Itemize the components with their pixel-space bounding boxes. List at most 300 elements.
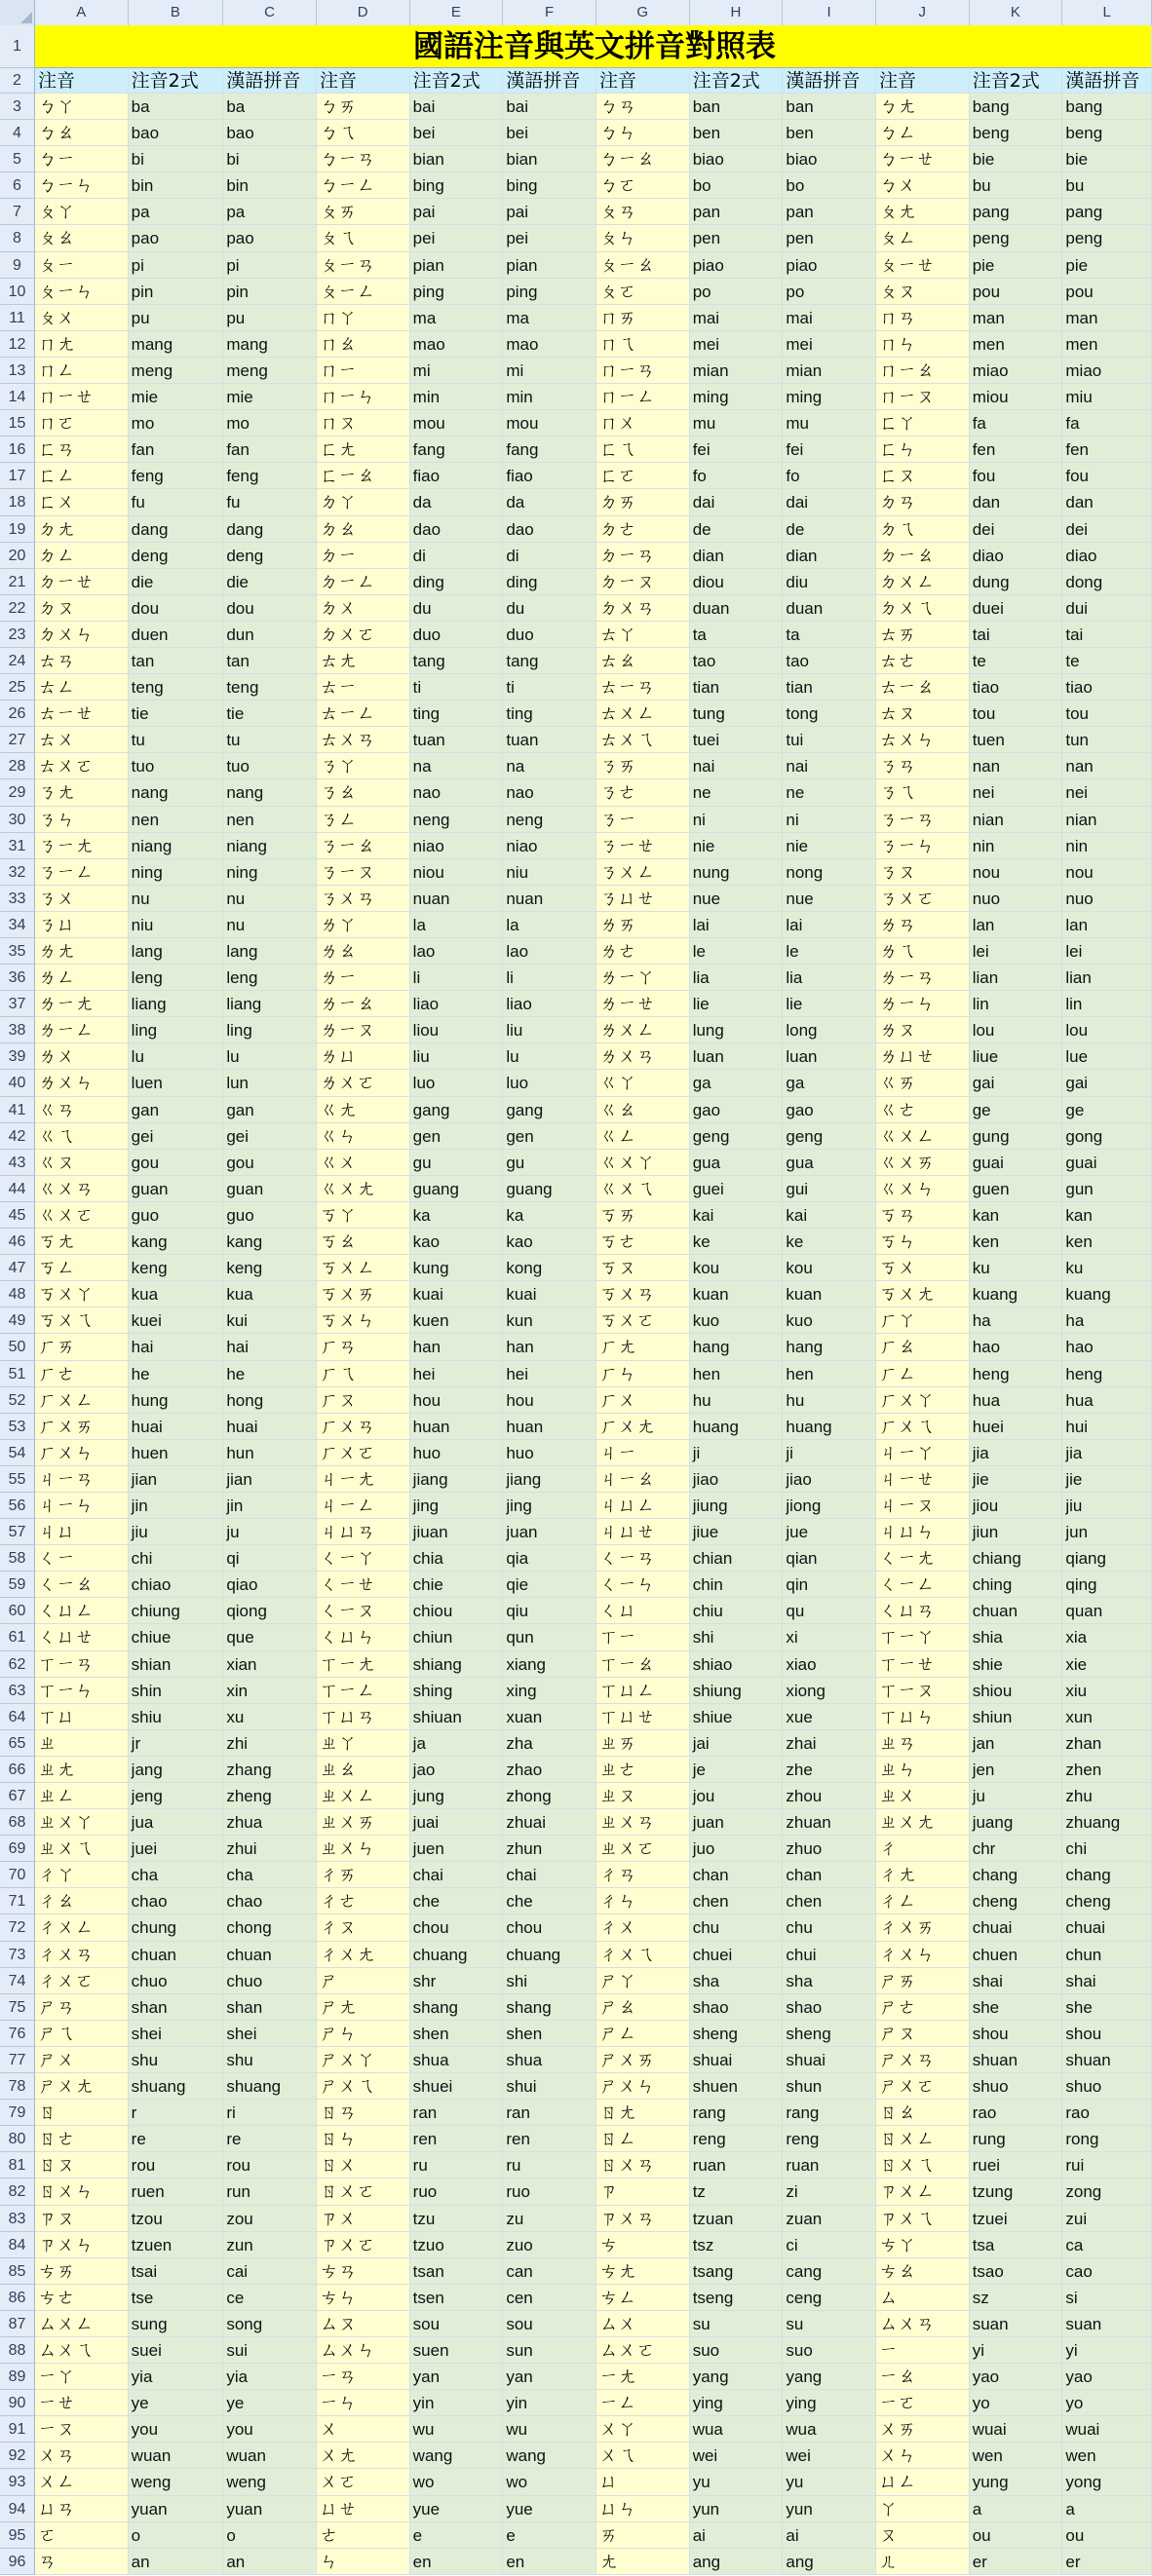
- zhuyin-cell[interactable]: ㄓㄨㄢ: [596, 1809, 690, 1836]
- pinyin-cell[interactable]: tuo: [223, 753, 317, 779]
- zhuyin-cell[interactable]: ㄧㄝ: [35, 2390, 129, 2416]
- zhuyin2-cell[interactable]: lie: [690, 991, 784, 1017]
- pinyin-cell[interactable]: bei: [503, 120, 596, 146]
- zhuyin2-cell[interactable]: wo: [410, 2469, 504, 2495]
- zhuyin-cell[interactable]: ㄑㄧㄥ: [876, 1572, 970, 1598]
- pinyin-cell[interactable]: ran: [503, 2100, 596, 2126]
- zhuyin2-cell[interactable]: jiung: [690, 1493, 784, 1519]
- pinyin-cell[interactable]: lia: [783, 965, 876, 991]
- zhuyin-cell[interactable]: ㄉㄧㄠ: [876, 543, 970, 569]
- zhuyin-cell[interactable]: ㄉㄧㄝ: [35, 569, 129, 595]
- row-number[interactable]: 25: [0, 674, 35, 701]
- pinyin-cell[interactable]: le: [783, 938, 876, 965]
- zhuyin2-cell[interactable]: hua: [970, 1387, 1063, 1414]
- zhuyin2-cell[interactable]: jan: [970, 1730, 1063, 1757]
- zhuyin2-cell[interactable]: duo: [410, 622, 504, 648]
- zhuyin-cell[interactable]: ㄈㄨ: [35, 489, 129, 515]
- row-number[interactable]: 21: [0, 569, 35, 595]
- pinyin-cell[interactable]: men: [1062, 331, 1152, 358]
- zhuyin-cell[interactable]: ㄊㄧㄢ: [596, 674, 690, 701]
- row-number[interactable]: 11: [0, 305, 35, 331]
- zhuyin-cell[interactable]: ㄎㄠ: [317, 1229, 410, 1255]
- zhuyin2-cell[interactable]: sheng: [690, 2021, 784, 2047]
- zhuyin2-cell[interactable]: liu: [410, 1043, 504, 1070]
- pinyin-cell[interactable]: zou: [223, 2206, 317, 2232]
- zhuyin-cell[interactable]: ㄉㄧ: [317, 543, 410, 569]
- zhuyin2-cell[interactable]: chian: [690, 1545, 784, 1572]
- pinyin-cell[interactable]: can: [503, 2258, 596, 2285]
- row-number[interactable]: 71: [0, 1888, 35, 1914]
- pinyin-cell[interactable]: zhang: [223, 1757, 317, 1783]
- zhuyin-cell[interactable]: ㄅㄛ: [596, 172, 690, 199]
- zhuyin2-cell[interactable]: pao: [129, 225, 224, 251]
- zhuyin-cell[interactable]: ㄉㄨㄢ: [596, 595, 690, 622]
- zhuyin-cell[interactable]: ㄌㄞ: [596, 912, 690, 938]
- zhuyin-cell[interactable]: ㄕㄨㄢ: [876, 2047, 970, 2073]
- select-all-corner[interactable]: [0, 0, 35, 25]
- zhuyin-cell[interactable]: ㄑㄩㄝ: [35, 1624, 129, 1650]
- row-number[interactable]: 65: [0, 1730, 35, 1757]
- zhuyin2-cell[interactable]: pang: [970, 199, 1063, 225]
- zhuyin-cell[interactable]: ㄎㄨㄞ: [317, 1281, 410, 1307]
- zhuyin-cell[interactable]: ㄅㄧㄝ: [876, 146, 970, 172]
- zhuyin2-cell[interactable]: dan: [970, 489, 1063, 515]
- zhuyin2-cell[interactable]: shr: [410, 1968, 504, 1994]
- pinyin-cell[interactable]: lao: [503, 938, 596, 965]
- zhuyin-cell[interactable]: ㄊㄧㄝ: [35, 701, 129, 727]
- pinyin-cell[interactable]: pi: [223, 252, 317, 279]
- zhuyin-cell[interactable]: ㄋㄧㄣ: [876, 833, 970, 859]
- zhuyin2-cell[interactable]: bao: [129, 120, 224, 146]
- pinyin-cell[interactable]: qi: [223, 1545, 317, 1572]
- zhuyin2-cell[interactable]: mou: [410, 410, 504, 436]
- row-number[interactable]: 50: [0, 1334, 35, 1360]
- row-number[interactable]: 18: [0, 489, 35, 515]
- zhuyin-cell[interactable]: ㄅㄧㄠ: [596, 146, 690, 172]
- zhuyin-cell[interactable]: ㄌㄩㄝ: [876, 1043, 970, 1070]
- pinyin-cell[interactable]: di: [503, 543, 596, 569]
- pinyin-cell[interactable]: ceng: [783, 2285, 876, 2311]
- pinyin-cell[interactable]: kuan: [783, 1281, 876, 1307]
- pinyin-cell[interactable]: hai: [223, 1334, 317, 1360]
- pinyin-cell[interactable]: chuo: [223, 1968, 317, 1994]
- row-number[interactable]: 68: [0, 1809, 35, 1836]
- zhuyin-cell[interactable]: ㄆㄞ: [317, 199, 410, 225]
- pinyin-cell[interactable]: fa: [1062, 410, 1152, 436]
- pinyin-cell[interactable]: shai: [1062, 1968, 1152, 1994]
- pinyin-cell[interactable]: jiao: [783, 1466, 876, 1493]
- zhuyin-cell[interactable]: ㄆㄤ: [876, 199, 970, 225]
- zhuyin-cell[interactable]: ㄊㄨㄟ: [596, 727, 690, 753]
- row-number[interactable]: 45: [0, 1202, 35, 1229]
- pinyin-cell[interactable]: tuan: [503, 727, 596, 753]
- zhuyin-cell[interactable]: ㄩㄝ: [317, 2496, 410, 2522]
- zhuyin2-cell[interactable]: nang: [129, 779, 224, 806]
- zhuyin-cell[interactable]: ㄏㄜ: [35, 1361, 129, 1387]
- zhuyin-cell[interactable]: ㄌㄧㄡ: [317, 1017, 410, 1043]
- zhuyin2-cell[interactable]: kou: [690, 1255, 784, 1281]
- zhuyin-cell[interactable]: ㄕㄞ: [876, 1968, 970, 1994]
- row-number[interactable]: 74: [0, 1968, 35, 1994]
- zhuyin2-cell[interactable]: chiang: [970, 1545, 1063, 1572]
- zhuyin2-cell[interactable]: bei: [410, 120, 504, 146]
- zhuyin2-cell[interactable]: ga: [690, 1070, 784, 1096]
- zhuyin-cell[interactable]: ㄕ: [317, 1968, 410, 1994]
- pinyin-cell[interactable]: en: [503, 2549, 596, 2575]
- zhuyin-cell[interactable]: ㄒㄧㄢ: [35, 1651, 129, 1678]
- zhuyin-cell[interactable]: ㄖㄠ: [876, 2100, 970, 2126]
- zhuyin2-cell[interactable]: jie: [970, 1466, 1063, 1493]
- pinyin-cell[interactable]: gua: [783, 1150, 876, 1176]
- pinyin-cell[interactable]: che: [503, 1888, 596, 1914]
- zhuyin2-cell[interactable]: tzuei: [970, 2206, 1063, 2232]
- zhuyin-cell[interactable]: ㄖ: [35, 2100, 129, 2126]
- zhuyin2-cell[interactable]: mu: [690, 410, 784, 436]
- zhuyin-cell[interactable]: ㄍㄤ: [317, 1097, 410, 1123]
- zhuyin-cell[interactable]: ㄐㄧㄤ: [317, 1466, 410, 1493]
- zhuyin-cell[interactable]: ㄓㄤ: [35, 1757, 129, 1783]
- row-number[interactable]: 17: [0, 463, 35, 489]
- zhuyin2-cell[interactable]: chiue: [129, 1624, 224, 1650]
- zhuyin-cell[interactable]: ㄆㄢ: [596, 199, 690, 225]
- zhuyin2-cell[interactable]: bin: [129, 172, 224, 199]
- zhuyin-cell[interactable]: ㄐㄧㄠ: [596, 1466, 690, 1493]
- pinyin-cell[interactable]: shuo: [1062, 2073, 1152, 2100]
- zhuyin2-cell[interactable]: chuan: [129, 1942, 224, 1968]
- zhuyin2-cell[interactable]: bai: [410, 94, 504, 120]
- zhuyin2-cell[interactable]: kuen: [410, 1307, 504, 1334]
- pinyin-cell[interactable]: pen: [783, 225, 876, 251]
- zhuyin-cell[interactable]: ㄊㄞ: [876, 622, 970, 648]
- pinyin-cell[interactable]: zhao: [503, 1757, 596, 1783]
- zhuyin2-cell[interactable]: min: [410, 384, 504, 410]
- zhuyin-cell[interactable]: ㄨ: [317, 2416, 410, 2443]
- zhuyin2-cell[interactable]: cheng: [970, 1888, 1063, 1914]
- header-cell-B[interactable]: 注音2式: [129, 68, 224, 94]
- zhuyin2-cell[interactable]: jiun: [970, 1519, 1063, 1545]
- zhuyin-cell[interactable]: ㄅㄤ: [876, 94, 970, 120]
- column-header-C[interactable]: C: [223, 0, 317, 25]
- zhuyin2-cell[interactable]: pi: [129, 252, 224, 279]
- pinyin-cell[interactable]: teng: [223, 674, 317, 701]
- pinyin-cell[interactable]: huan: [503, 1414, 596, 1440]
- pinyin-cell[interactable]: gun: [1062, 1176, 1152, 1202]
- pinyin-cell[interactable]: chuai: [1062, 1914, 1152, 1941]
- pinyin-cell[interactable]: da: [503, 489, 596, 515]
- zhuyin-cell[interactable]: ㄉㄠ: [317, 516, 410, 543]
- zhuyin2-cell[interactable]: la: [410, 912, 504, 938]
- zhuyin2-cell[interactable]: rou: [129, 2152, 224, 2178]
- pinyin-cell[interactable]: du: [503, 595, 596, 622]
- pinyin-cell[interactable]: mi: [503, 358, 596, 384]
- zhuyin-cell[interactable]: ㄌㄧ: [317, 965, 410, 991]
- zhuyin2-cell[interactable]: kai: [690, 1202, 784, 1229]
- pinyin-cell[interactable]: mai: [783, 305, 876, 331]
- zhuyin-cell[interactable]: ㄍㄢ: [35, 1097, 129, 1123]
- pinyin-cell[interactable]: te: [1062, 648, 1152, 674]
- zhuyin2-cell[interactable]: tan: [129, 648, 224, 674]
- zhuyin-cell[interactable]: ㄕㄟ: [35, 2021, 129, 2047]
- zhuyin-cell[interactable]: ㄅㄟ: [317, 120, 410, 146]
- zhuyin2-cell[interactable]: ku: [970, 1255, 1063, 1281]
- pinyin-cell[interactable]: bing: [503, 172, 596, 199]
- zhuyin2-cell[interactable]: jing: [410, 1493, 504, 1519]
- row-number[interactable]: 86: [0, 2285, 35, 2311]
- zhuyin2-cell[interactable]: yo: [970, 2390, 1063, 2416]
- zhuyin2-cell[interactable]: shan: [129, 1994, 224, 2021]
- row-number[interactable]: 5: [0, 146, 35, 172]
- pinyin-cell[interactable]: shuang: [223, 2073, 317, 2100]
- row-number[interactable]: 10: [0, 279, 35, 305]
- zhuyin-cell[interactable]: ㄍㄟ: [35, 1123, 129, 1150]
- row-number[interactable]: 47: [0, 1255, 35, 1281]
- pinyin-cell[interactable]: tong: [783, 701, 876, 727]
- zhuyin-cell[interactable]: ㄚ: [876, 2496, 970, 2522]
- pinyin-cell[interactable]: ting: [503, 701, 596, 727]
- pinyin-cell[interactable]: shang: [503, 1994, 596, 2021]
- pinyin-cell[interactable]: ti: [503, 674, 596, 701]
- zhuyin-cell[interactable]: ㄈㄡ: [876, 463, 970, 489]
- zhuyin-cell[interactable]: ㄒㄧㄣ: [35, 1678, 129, 1704]
- row-number[interactable]: 42: [0, 1123, 35, 1150]
- zhuyin-cell[interactable]: ㄅㄧㄣ: [35, 172, 129, 199]
- zhuyin2-cell[interactable]: gen: [410, 1123, 504, 1150]
- row-number[interactable]: 12: [0, 331, 35, 358]
- zhuyin2-cell[interactable]: ran: [410, 2100, 504, 2126]
- pinyin-cell[interactable]: kuang: [1062, 1281, 1152, 1307]
- zhuyin2-cell[interactable]: dian: [690, 543, 784, 569]
- pinyin-cell[interactable]: o: [223, 2522, 317, 2549]
- zhuyin2-cell[interactable]: niao: [410, 833, 504, 859]
- zhuyin-cell[interactable]: ㄌㄧㄥ: [35, 1017, 129, 1043]
- pinyin-cell[interactable]: jiang: [503, 1466, 596, 1493]
- pinyin-cell[interactable]: ang: [783, 2549, 876, 2575]
- pinyin-cell[interactable]: xing: [503, 1678, 596, 1704]
- pinyin-cell[interactable]: hui: [1062, 1414, 1152, 1440]
- zhuyin2-cell[interactable]: lao: [410, 938, 504, 965]
- row-number[interactable]: 76: [0, 2021, 35, 2047]
- zhuyin-cell[interactable]: ㄖㄜ: [35, 2126, 129, 2152]
- zhuyin-cell[interactable]: ㄏㄡ: [317, 1387, 410, 1414]
- zhuyin-cell[interactable]: ㄔㄨㄛ: [35, 1968, 129, 1994]
- zhuyin2-cell[interactable]: shen: [410, 2021, 504, 2047]
- zhuyin2-cell[interactable]: tsao: [970, 2258, 1063, 2285]
- row-number[interactable]: 90: [0, 2390, 35, 2416]
- pinyin-cell[interactable]: qun: [503, 1624, 596, 1650]
- header-cell-F[interactable]: 漢語拼音: [503, 68, 596, 94]
- row-number[interactable]: 96: [0, 2549, 35, 2575]
- pinyin-cell[interactable]: he: [223, 1361, 317, 1387]
- zhuyin2-cell[interactable]: ka: [410, 1202, 504, 1229]
- zhuyin-cell[interactable]: ㄙㄨㄟ: [35, 2337, 129, 2364]
- zhuyin2-cell[interactable]: shiu: [129, 1704, 224, 1730]
- row-number[interactable]: 2: [0, 68, 35, 94]
- zhuyin-cell[interactable]: ㄖㄨㄣ: [35, 2178, 129, 2205]
- zhuyin-cell[interactable]: ㄉㄧㄥ: [317, 569, 410, 595]
- zhuyin-cell[interactable]: ㄍㄨㄣ: [876, 1176, 970, 1202]
- zhuyin2-cell[interactable]: tu: [129, 727, 224, 753]
- pinyin-cell[interactable]: jue: [783, 1519, 876, 1545]
- pinyin-cell[interactable]: yo: [1062, 2390, 1152, 2416]
- zhuyin2-cell[interactable]: tzuo: [410, 2232, 504, 2258]
- zhuyin-cell[interactable]: ㄘㄠ: [876, 2258, 970, 2285]
- pinyin-cell[interactable]: mang: [223, 331, 317, 358]
- pinyin-cell[interactable]: chun: [1062, 1942, 1152, 1968]
- row-number[interactable]: 84: [0, 2232, 35, 2258]
- zhuyin2-cell[interactable]: suan: [970, 2311, 1063, 2337]
- pinyin-cell[interactable]: wen: [1062, 2443, 1152, 2469]
- zhuyin2-cell[interactable]: sz: [970, 2285, 1063, 2311]
- zhuyin2-cell[interactable]: wu: [410, 2416, 504, 2443]
- pinyin-cell[interactable]: tu: [223, 727, 317, 753]
- zhuyin-cell[interactable]: ㄉㄚ: [317, 489, 410, 515]
- row-number[interactable]: 95: [0, 2522, 35, 2549]
- zhuyin2-cell[interactable]: ru: [410, 2152, 504, 2178]
- pinyin-cell[interactable]: chui: [783, 1942, 876, 1968]
- zhuyin2-cell[interactable]: wuan: [129, 2443, 224, 2469]
- zhuyin-cell[interactable]: ㄊㄠ: [596, 648, 690, 674]
- zhuyin-cell[interactable]: ㄓㄚ: [317, 1730, 410, 1757]
- pinyin-cell[interactable]: xiong: [783, 1678, 876, 1704]
- zhuyin-cell[interactable]: ㄘ: [596, 2232, 690, 2258]
- pinyin-cell[interactable]: pian: [503, 252, 596, 279]
- pinyin-cell[interactable]: ning: [223, 859, 317, 886]
- zhuyin-cell[interactable]: ㄏㄨㄟ: [876, 1414, 970, 1440]
- pinyin-cell[interactable]: nao: [503, 779, 596, 806]
- zhuyin-cell[interactable]: ㄊㄧㄠ: [876, 674, 970, 701]
- zhuyin-cell[interactable]: ㄋㄨㄛ: [876, 886, 970, 912]
- zhuyin-cell[interactable]: ㄐㄧㄚ: [876, 1440, 970, 1466]
- zhuyin2-cell[interactable]: tai: [970, 622, 1063, 648]
- zhuyin2-cell[interactable]: tzou: [129, 2206, 224, 2232]
- row-number[interactable]: 6: [0, 172, 35, 199]
- zhuyin2-cell[interactable]: shi: [690, 1624, 784, 1650]
- zhuyin2-cell[interactable]: mang: [129, 331, 224, 358]
- zhuyin2-cell[interactable]: heng: [970, 1361, 1063, 1387]
- header-cell-K[interactable]: 注音2式: [970, 68, 1063, 94]
- row-number[interactable]: 8: [0, 225, 35, 251]
- zhuyin2-cell[interactable]: ning: [129, 859, 224, 886]
- zhuyin2-cell[interactable]: lou: [970, 1017, 1063, 1043]
- pinyin-cell[interactable]: bian: [503, 146, 596, 172]
- zhuyin2-cell[interactable]: guei: [690, 1176, 784, 1202]
- pinyin-cell[interactable]: nie: [783, 833, 876, 859]
- zhuyin2-cell[interactable]: pan: [690, 199, 784, 225]
- zhuyin2-cell[interactable]: tuo: [129, 753, 224, 779]
- zhuyin2-cell[interactable]: mai: [690, 305, 784, 331]
- zhuyin-cell[interactable]: ㄑㄧㄢ: [596, 1545, 690, 1572]
- zhuyin2-cell[interactable]: shuan: [970, 2047, 1063, 2073]
- pinyin-cell[interactable]: tao: [783, 648, 876, 674]
- zhuyin2-cell[interactable]: r: [129, 2100, 224, 2126]
- zhuyin2-cell[interactable]: chiou: [410, 1598, 504, 1624]
- pinyin-cell[interactable]: chai: [503, 1862, 596, 1888]
- zhuyin2-cell[interactable]: niang: [129, 833, 224, 859]
- row-number[interactable]: 27: [0, 727, 35, 753]
- pinyin-cell[interactable]: zi: [783, 2178, 876, 2205]
- zhuyin2-cell[interactable]: huan: [410, 1414, 504, 1440]
- zhuyin2-cell[interactable]: dai: [690, 489, 784, 515]
- zhuyin2-cell[interactable]: pou: [970, 279, 1063, 305]
- zhuyin2-cell[interactable]: huen: [129, 1440, 224, 1466]
- pinyin-cell[interactable]: kang: [223, 1229, 317, 1255]
- zhuyin2-cell[interactable]: yan: [410, 2364, 504, 2390]
- pinyin-cell[interactable]: xie: [1062, 1651, 1152, 1678]
- zhuyin-cell[interactable]: ㄅㄚ: [35, 94, 129, 120]
- pinyin-cell[interactable]: yia: [223, 2364, 317, 2390]
- zhuyin-cell[interactable]: ㄍㄠ: [596, 1097, 690, 1123]
- pinyin-cell[interactable]: neng: [503, 807, 596, 833]
- zhuyin2-cell[interactable]: guai: [970, 1150, 1063, 1176]
- row-number[interactable]: 72: [0, 1914, 35, 1941]
- zhuyin2-cell[interactable]: shuei: [410, 2073, 504, 2100]
- zhuyin-cell[interactable]: ㄔㄚ: [35, 1862, 129, 1888]
- zhuyin-cell[interactable]: ㄐㄧㄝ: [876, 1466, 970, 1493]
- zhuyin-cell[interactable]: ㄍㄨㄥ: [876, 1123, 970, 1150]
- zhuyin2-cell[interactable]: liue: [970, 1043, 1063, 1070]
- pinyin-cell[interactable]: nei: [1062, 779, 1152, 806]
- zhuyin2-cell[interactable]: ruei: [970, 2152, 1063, 2178]
- header-cell-A[interactable]: 注音: [35, 68, 129, 94]
- header-cell-E[interactable]: 注音2式: [410, 68, 504, 94]
- zhuyin-cell[interactable]: ㄇㄧㄢ: [596, 358, 690, 384]
- zhuyin-cell[interactable]: ㄩㄢ: [35, 2496, 129, 2522]
- pinyin-cell[interactable]: que: [223, 1624, 317, 1650]
- zhuyin-cell[interactable]: ㄌㄧㄢ: [876, 965, 970, 991]
- pinyin-cell[interactable]: sheng: [783, 2021, 876, 2047]
- zhuyin-cell[interactable]: ㄒㄩ: [35, 1704, 129, 1730]
- pinyin-cell[interactable]: min: [503, 384, 596, 410]
- pinyin-cell[interactable]: zhui: [223, 1836, 317, 1862]
- zhuyin2-cell[interactable]: fan: [129, 436, 224, 463]
- zhuyin2-cell[interactable]: ou: [970, 2522, 1063, 2549]
- zhuyin-cell[interactable]: ㄇㄢ: [876, 305, 970, 331]
- zhuyin-cell[interactable]: ㄇㄣ: [876, 331, 970, 358]
- zhuyin2-cell[interactable]: tsa: [970, 2232, 1063, 2258]
- zhuyin2-cell[interactable]: gang: [410, 1097, 504, 1123]
- pinyin-cell[interactable]: xi: [783, 1624, 876, 1650]
- column-header-D[interactable]: D: [317, 0, 410, 25]
- zhuyin-cell[interactable]: ㄔㄞ: [317, 1862, 410, 1888]
- zhuyin2-cell[interactable]: yun: [690, 2496, 784, 2522]
- zhuyin-cell[interactable]: ㄆㄣ: [596, 225, 690, 251]
- zhuyin2-cell[interactable]: jin: [129, 1493, 224, 1519]
- pinyin-cell[interactable]: huo: [503, 1440, 596, 1466]
- zhuyin2-cell[interactable]: nung: [690, 859, 784, 886]
- pinyin-cell[interactable]: nang: [223, 779, 317, 806]
- zhuyin2-cell[interactable]: kao: [410, 1229, 504, 1255]
- zhuyin2-cell[interactable]: ai: [690, 2522, 784, 2549]
- zhuyin-cell[interactable]: ㄆㄧㄢ: [317, 252, 410, 279]
- pinyin-cell[interactable]: wei: [783, 2443, 876, 2469]
- pinyin-cell[interactable]: er: [1062, 2549, 1152, 2575]
- pinyin-cell[interactable]: guo: [223, 1202, 317, 1229]
- zhuyin-cell[interactable]: ㄈㄥ: [35, 463, 129, 489]
- zhuyin-cell[interactable]: ㄓㄨㄛ: [596, 1836, 690, 1862]
- pinyin-cell[interactable]: quan: [1062, 1598, 1152, 1624]
- zhuyin2-cell[interactable]: kua: [129, 1281, 224, 1307]
- pinyin-cell[interactable]: xiang: [503, 1651, 596, 1678]
- column-header-A[interactable]: A: [35, 0, 129, 25]
- zhuyin2-cell[interactable]: die: [129, 569, 224, 595]
- zhuyin-cell[interactable]: ㄇㄚ: [317, 305, 410, 331]
- pinyin-cell[interactable]: bang: [1062, 94, 1152, 120]
- zhuyin-cell[interactable]: ㄎㄨ: [876, 1255, 970, 1281]
- zhuyin2-cell[interactable]: lu: [129, 1043, 224, 1070]
- zhuyin-cell[interactable]: ㄋㄩ: [35, 912, 129, 938]
- zhuyin2-cell[interactable]: shing: [410, 1678, 504, 1704]
- zhuyin-cell[interactable]: ㄈㄤ: [317, 436, 410, 463]
